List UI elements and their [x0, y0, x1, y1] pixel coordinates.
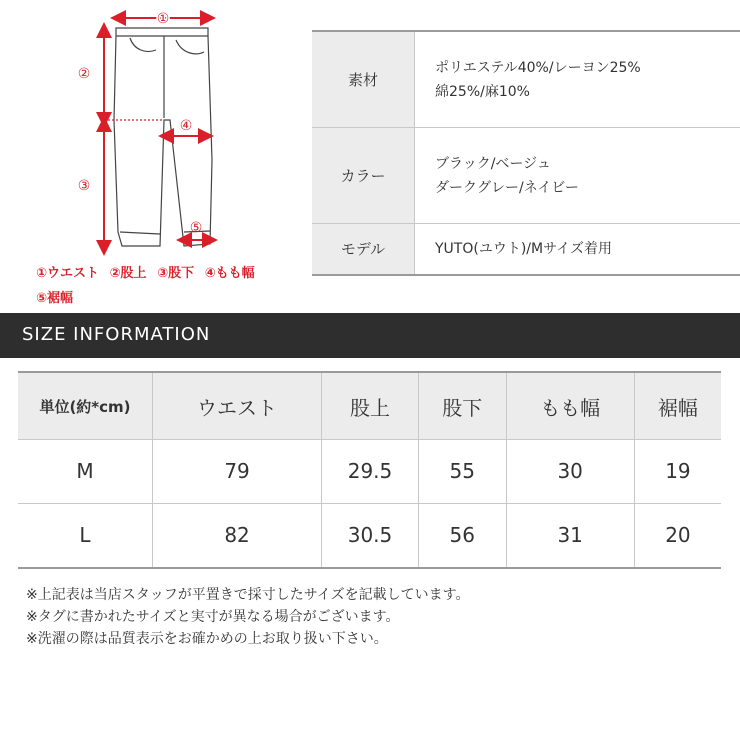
- size-cell: 31: [506, 503, 634, 568]
- spec-value-model: [415, 223, 740, 275]
- note-line: ※タグに書かれたサイズと実寸が異なる場合がございます。: [26, 609, 400, 625]
- diagram-legend-row2: [36, 287, 79, 306]
- banner-title: SIZE INFORMATION: [22, 324, 211, 345]
- size-table-header-row: [18, 372, 721, 440]
- spec-value-line: ポリエステル40%/レーヨン25%: [435, 59, 641, 76]
- size-cell: 30: [506, 440, 634, 504]
- size-cell: 29.5: [322, 440, 419, 504]
- size-table: [18, 371, 721, 569]
- notes: [26, 584, 470, 650]
- note-line: ※洗濯の際は品質表示をお確かめの上お取り扱い下さい。: [26, 631, 388, 647]
- size-cell: 20: [634, 503, 721, 568]
- spec-row: [312, 223, 740, 275]
- legend-item: ④もも幅: [204, 266, 255, 281]
- spec-value-line: YUTO(ユウト)/Mサイズ着用: [435, 240, 612, 257]
- size-cell: 79: [153, 440, 322, 504]
- size-cell: 19: [634, 440, 721, 504]
- spec-value-line: ブラック/ベージュ: [435, 155, 551, 172]
- size-cell: 82: [153, 503, 322, 568]
- table-row: [18, 440, 721, 504]
- size-cell: 30.5: [322, 503, 419, 568]
- header-hem: 裾幅: [634, 372, 721, 440]
- legend-item: ①ウエスト: [36, 266, 100, 281]
- marker-4: ④: [179, 118, 193, 134]
- size-cell: L: [18, 503, 153, 568]
- marker-2: ②: [77, 66, 91, 82]
- note-line: ※上記表は当店スタッフが平置きで採寸したサイズを記載しています。: [26, 587, 470, 603]
- spec-value-line: ダークグレー/ネイビー: [435, 179, 579, 196]
- header-rise: 股上: [322, 372, 419, 440]
- pants-measurement-diagram: [0, 0, 300, 300]
- spec-label-model: モデル: [312, 223, 415, 275]
- legend-item: ③股下: [157, 266, 195, 281]
- header-waist: ウエスト: [153, 372, 322, 440]
- marker-3: ③: [77, 178, 91, 194]
- spec-value-material: [415, 31, 740, 128]
- size-cell: M: [18, 440, 153, 504]
- product-spec-table: [312, 30, 740, 276]
- spec-row: [312, 128, 740, 224]
- size-cell: 55: [418, 440, 506, 504]
- marker-5: ⑤: [189, 220, 203, 236]
- marker-1: ①: [156, 11, 170, 27]
- header-thigh: もも幅: [506, 372, 634, 440]
- spec-label-material: 素材: [312, 31, 415, 128]
- header-unit: 単位(約*cm): [18, 372, 153, 440]
- spec-row: [312, 31, 740, 128]
- spec-value-color: [415, 128, 740, 224]
- header-inseam: 股下: [418, 372, 506, 440]
- size-cell: 56: [418, 503, 506, 568]
- table-row: [18, 503, 721, 568]
- legend-item: ⑤裾幅: [36, 291, 74, 306]
- size-information-banner: [0, 313, 740, 358]
- spec-label-color: カラー: [312, 128, 415, 224]
- diagram-legend-row1: [36, 262, 261, 281]
- spec-value-line: 綿25%/麻10%: [435, 83, 530, 100]
- legend-item: ②股上: [109, 266, 147, 281]
